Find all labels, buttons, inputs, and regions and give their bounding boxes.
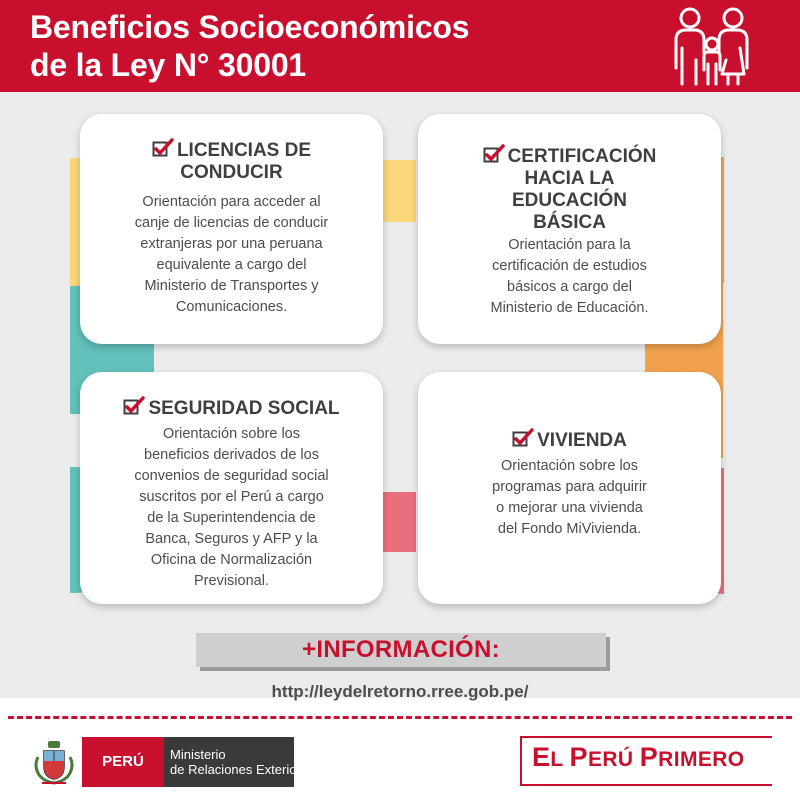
checkbox-check-icon bbox=[483, 144, 505, 164]
checkbox-check-icon bbox=[512, 428, 534, 448]
card-description: Orientación sobre los programas para adquirir o mejorar una vivienda del Fondo MiVivienda. bbox=[492, 458, 647, 537]
benefit-card-seguridad-social bbox=[80, 372, 383, 604]
benefit-card-certificacion bbox=[418, 114, 721, 344]
card-title: SEGURIDAD SOCIAL bbox=[80, 396, 383, 420]
ministry-logo bbox=[32, 737, 315, 787]
dashed-divider bbox=[8, 716, 792, 719]
card-description: Orientación para acceder al canje de licencias de conducir extranjeras por una peruana equivalente a cargo del Ministerio de Transportes y Comunicaciones. bbox=[134, 194, 329, 315]
header-banner bbox=[0, 0, 800, 92]
peru-label: PERÚ bbox=[82, 737, 164, 787]
card-title: VIVIENDA bbox=[418, 428, 721, 452]
coat-of-arms-icon bbox=[32, 737, 76, 787]
checkbox-check-icon bbox=[123, 396, 145, 416]
ministry-name: Ministerio de Relaciones Exteriores bbox=[164, 737, 294, 787]
el-peru-primero-logo bbox=[520, 736, 776, 786]
slogan-text: EL PERÚ PRIMERO bbox=[532, 742, 745, 772]
checkbox-check-icon bbox=[152, 138, 174, 158]
page-title: Beneficios Socioeconómicos de la Ley N° 30001 bbox=[30, 9, 470, 83]
benefit-card-licencias bbox=[80, 114, 383, 344]
card-description: Orientación para la certificación de estudios básicos a cargo del Ministerio de Educación. bbox=[490, 237, 649, 316]
info-url-link[interactable]: http://leydelretorno.rree.gob.pe/ bbox=[271, 682, 529, 701]
card-title: CERTIFICACIÓN HACIA LA EDUCACIÓN BÁSICA bbox=[418, 144, 721, 234]
card-description: Orientación sobre los beneficios derivados de los convenios de seguridad social suscritos por el Perú a cargo de la Superintendencia de Banca, Seguros y AFP y la Oficina de Normalización Previsional. bbox=[134, 426, 329, 589]
benefit-card-vivienda bbox=[418, 372, 721, 604]
more-info-label: +INFORMACIÓN: bbox=[196, 633, 606, 667]
card-title: LICENCIAS DE CONDUCIR bbox=[80, 138, 383, 184]
family-icon bbox=[662, 4, 762, 88]
